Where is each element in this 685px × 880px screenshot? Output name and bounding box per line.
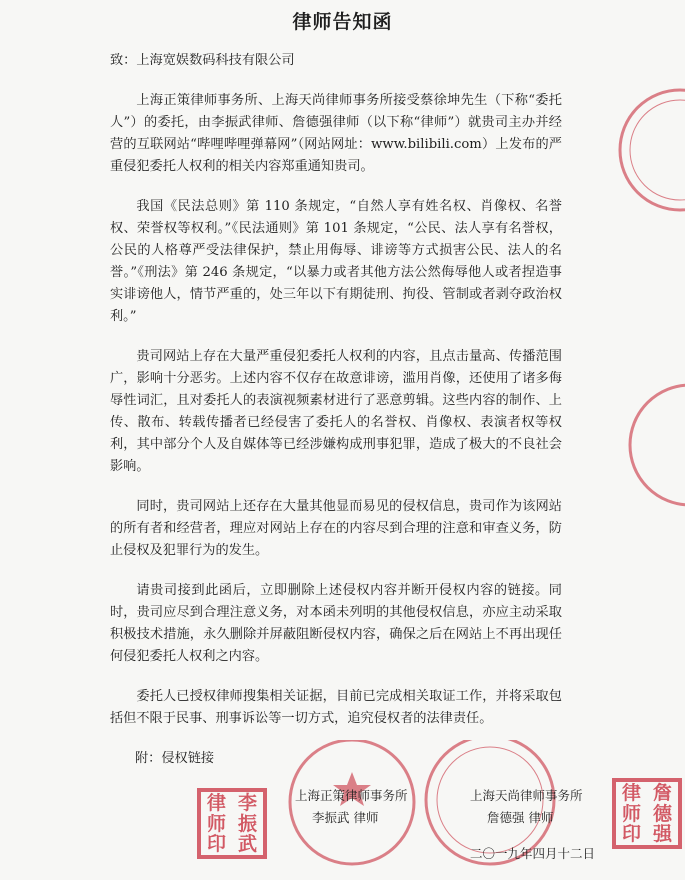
- paragraph-6: 委托人已授权律师搜集相关证据，目前已完成相关取证工作，并将采取包括但不限于民事、刑事诉讼等一切方式，追究侵权者的法律责任。: [110, 689, 562, 726]
- letter-date: 二〇一九年四月十二日: [470, 846, 596, 861]
- paragraph-3: 贵司网站上存在大量严重侵犯委托人权利的内容，且点击量高、传播范围广，影响十分恶劣。上述内容不仅存在故意诽谤，滥用肖像，还使用了诸多侮辱性词汇，且对委托人的表演视频素材进行了恶意剪辑。这些内容的制作、上传、散布、转载传播者已经侵害了委托人的名誉权、肖像权、表演者权等权利，其中部分个人及自媒体等已经涉嫌构成刑事犯罪，造成了极大的不良社会影响。: [110, 349, 562, 474]
- paragraph-4: 同时，贵司网站上还存在大量其他显而易见的侵权信息，贵司作为该网站的所有者和经营者，理应对网站上存在的内容尽到合理的注意和审查义务，防止侵权及犯罪行为的发生。: [110, 499, 562, 558]
- zhan-personal-seal: 律 詹 师 德 印 强: [612, 778, 682, 849]
- paragraph-5: 请贵司接到此函后，立即删除上述侵权内容并断开侵权内容的链接。同时，贵司应尽到合理注意义务，对本函未列明的其他侵权信息，亦应主动采取积极技术措施，永久删除并屏蔽阻断侵权内容，确保之后在网站上不再出现任何侵犯委托人权利之内容。: [110, 583, 562, 664]
- signature-firm-2: 上海天尚律师事务所: [470, 788, 583, 803]
- paragraph-1: 上海正策律师事务所、上海天尚律师事务所接受蔡徐坤先生（下称“委托人”）的委托，由李振武律师、詹德强律师（以下称“律师”）就贵司主办并经营的互联网站“哔哩哔哩弹幕网”（网站网址：www.bilibili.com）上发布的严重侵犯委托人权利的相关内容郑重通知贵司。: [110, 93, 562, 174]
- attachment-line: 附：侵权链接: [135, 751, 215, 766]
- signature-block: [0, 770, 685, 870]
- recipient-line: 致：上海宽娱数码科技有限公司: [110, 53, 295, 68]
- signature-firm-1: 上海正策律师事务所: [295, 788, 408, 803]
- li-personal-seal: 律 李 师 振 印 武: [197, 788, 267, 859]
- signature-lawyer-2: 詹德强 律师: [487, 810, 554, 825]
- signature-lawyer-1: 李振武 律师: [312, 810, 379, 825]
- paragraph-2: 我国《民法总则》第 110 条规定，“自然人享有姓名权、肖像权、名誉权、荣誉权等权利。”《民法通则》第 101 条规定，“公民、法人享有名誉权，公民的人格尊严受法律保护，禁止用侮辱、诽谤等方式损害公民、法人的名誉。”《刑法》第 246 条规定，“以暴力或者其他方法公然侮辱他人或者捏造事实诽谤他人，情节严重的，处三年以下有期徒刑、拘役、管制或者剥夺政治权利。”: [110, 199, 562, 324]
- document-title: 律师告知函: [292, 11, 393, 33]
